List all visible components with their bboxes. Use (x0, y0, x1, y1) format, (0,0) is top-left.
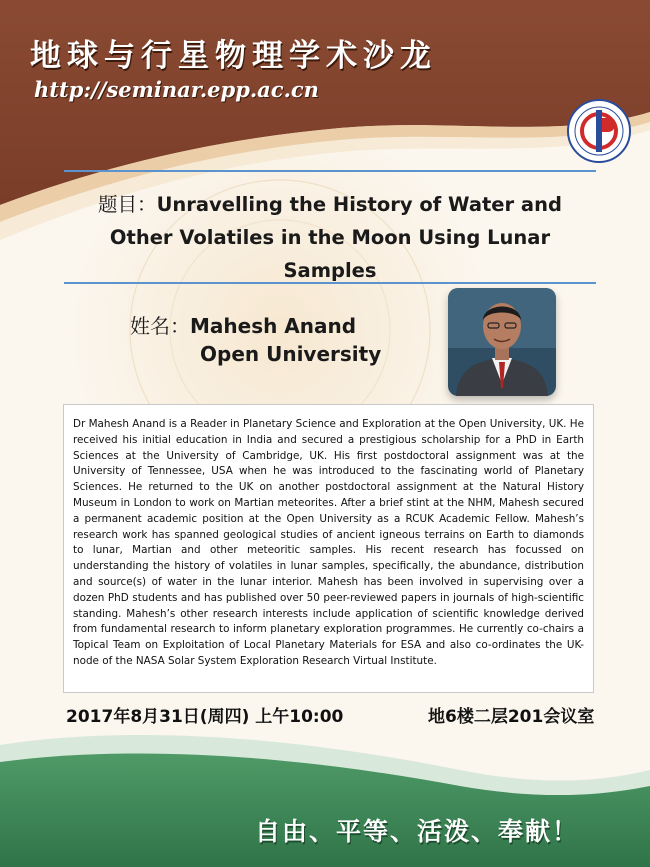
talk-title (70, 188, 590, 287)
institute-logo (566, 98, 632, 164)
header-url[interactable]: http://seminar.epp.ac.cn (34, 77, 319, 102)
event-location: 地6楼二层201会议室 (428, 707, 595, 727)
speaker-photo (448, 288, 556, 396)
divider-top (64, 170, 596, 172)
speaker-name: Mahesh Anand (190, 314, 357, 338)
bio-box (63, 404, 594, 693)
talk-title-label: 题目： (98, 193, 157, 216)
speaker-name-label: 姓名： (130, 314, 190, 338)
speaker-affiliation: Open University (200, 342, 382, 366)
divider-bottom (64, 282, 596, 284)
event-datetime: 2017年8月31日(周四) 上午10:00 (66, 707, 344, 727)
speaker-block (130, 312, 381, 368)
footer-motto: 自由、平等、活泼、奉献！ (255, 817, 580, 846)
header-title: 地球与行星物理学术沙龙 (30, 38, 437, 74)
talk-title-text: Unravelling the History of Water and Other Volatiles in the Moon Using Lunar Samples (109, 193, 562, 282)
speaker-bio: Dr Mahesh Anand is a Reader in Planetary Science and Exploration at the Open University, UK. He received his initial education in India and secured a prestigious scholarship for a PhD in Earth Sciences at the University of Cambridge, UK. His first postdoctoral assignment was at the University of Tennessee, USA when he was introduced to the fascinating world of Planetary Sciences. He returned to the UK on another postdoctoral assignment at the Natural History Museum in London to work on Martian meteorites. After a brief stint at the NHM, Mahesh secured a permanent academic position at the Open University as a RCUK Academic Fellow. Mahesh’s research work has spanned geological studies of ancient igneous terrains on Earth to diamonds to lunar, Martian and other meteoritic samples. His recent research has focussed on understanding the history of volatiles in lunar samples, specifically, the abundance, distribution and source(s) of water in the lunar interior. Mahesh has been involved in supervising over a dozen PhD students and has published over 50 peer-reviewed papers in journals of high-scientific standing. Mahesh’s other research interests include application of scientific knowledge derived from fundamental research to inform planetary exploration programmes. He currently co-chairs a Topical Team on Exploitation of Local Planetary Materials for ESA and also co-ordinates the UK-node of the NASA Solar System Exploration Research Virtual Institute. (73, 418, 584, 667)
